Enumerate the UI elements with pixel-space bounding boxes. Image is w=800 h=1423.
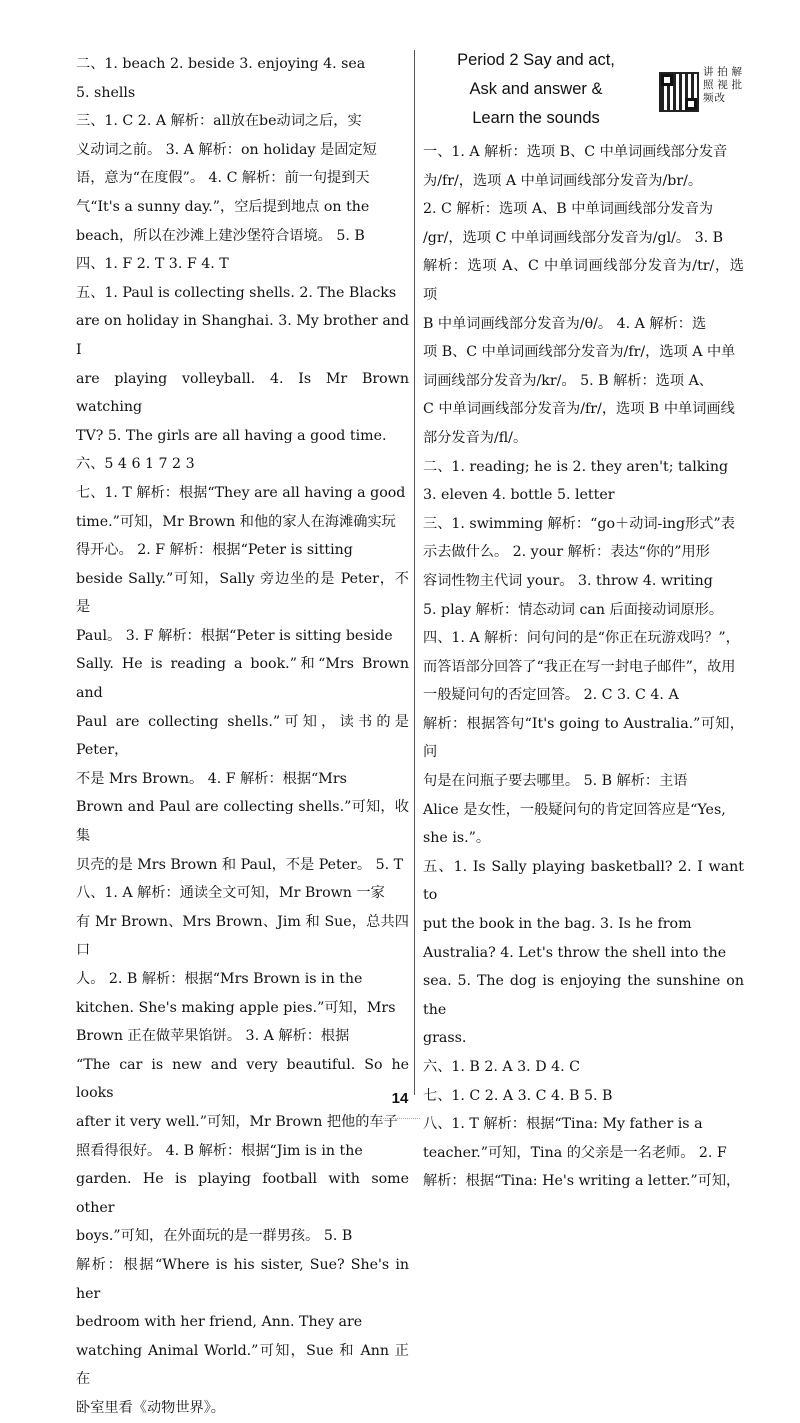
answer-line: after it very well.”可知，Mr Brown 把他的车子 xyxy=(76,1113,398,1130)
period-title-line: Learn the sounds xyxy=(472,109,600,127)
answer-line: Paul。 3. F 解析：根据“Peter is sitting beside xyxy=(76,627,393,644)
page-number: 14 xyxy=(391,1090,409,1107)
answer-line: 六、5 4 6 1 7 2 3 xyxy=(76,456,195,473)
answer-line: grass. xyxy=(423,1030,467,1047)
answer-line: 六、1. B 2. A 3. D 4. C xyxy=(423,1059,580,1075)
answer-line: watching Animal World.”可知，Sue 和 Ann 正在 xyxy=(76,1342,409,1388)
answer-line: 2. C 解析：选项 A、B 中单词画线部分发音为 xyxy=(423,201,714,218)
answer-line: 部分发音为/fl/。 xyxy=(423,429,528,446)
answer-line: 5. shells xyxy=(76,84,136,101)
answer-line: 四、1. A 解析：问句问的是“你正在玩游戏吗？”， xyxy=(423,630,740,647)
answer-line: Paul are collecting shells.”可知，读书的是 Peter， xyxy=(76,713,409,759)
answer-line: Sally. He is reading a book.”和“Mrs Brown and xyxy=(76,656,409,702)
answer-line: /gr/，选项 C 中单词画线部分发音为/gl/。 3. B xyxy=(423,229,724,246)
answer-line: 照看得很好。 4. B 解析：根据“Jim is in the xyxy=(76,1142,363,1159)
answer-line: 解析：根据“Where is his sister, Sue? She's in her xyxy=(76,1256,409,1302)
answer-line: bedroom with her friend, Ann. They are xyxy=(76,1314,363,1331)
answer-line: Brown 正在做苹果馅饼。 3. A 解析：根据 xyxy=(76,1028,350,1045)
answer-line: are on holiday in Shanghai. 3. My brother and I xyxy=(76,313,409,358)
right-column xyxy=(423,50,744,1196)
answer-line: beach，所以在沙滩上建沙堡符合语境。 5. B xyxy=(76,227,365,244)
answer-line: she is.”。 xyxy=(423,830,491,847)
answer-line: 句是在问瓶子要去哪里。 5. B 解析：主语 xyxy=(423,773,688,790)
answer-line: 有 Mr Brown、Mrs Brown、Jim 和 Sue，总共四口 xyxy=(76,913,409,959)
answer-line: TV? 5. The girls are all having a good time. xyxy=(76,427,387,444)
answer-line: 七、1. C 2. A 3. C 4. B 5. B xyxy=(423,1087,613,1104)
answer-line: teacher.”可知，Tina 的父亲是一名老师。 2. F xyxy=(423,1144,727,1161)
answer-line: 为/fr/，选项 A 中单词画线部分发音为/br/。 xyxy=(423,172,703,189)
answer-line: 五、1. Is Sally playing basketball? 2. I want to xyxy=(423,858,744,904)
answer-line: “The car is new and very beautiful. So he looks xyxy=(76,1056,409,1102)
answer-line: 而答语部分回答了“我正在写一封电子邮件”，故用 xyxy=(423,658,736,675)
qr-code-icon[interactable] xyxy=(659,72,699,112)
answer-line: Brown and Paul are collecting shells.”可知，收集 xyxy=(76,799,409,845)
answer-line: 二、1. reading; he is 2. they aren't; talking xyxy=(423,458,729,475)
answer-line: 气“It's a sunny day.”，空后提到地点 on the xyxy=(76,198,370,215)
answer-line: Alice 是女性，一般疑问句的肯定回答应是“Yes, xyxy=(423,801,726,818)
answer-line: 义动词之前。 3. A 解析：on holiday 是固定短 xyxy=(76,141,377,158)
answer-line: 人。 2. B 解析：根据“Mrs Brown is in the xyxy=(76,971,363,987)
answer-line: beside Sally.”可知，Sally 旁边坐的是 Peter，不是 xyxy=(76,570,409,616)
answer-line: 五、1. Paul is collecting shells. 2. The Blacks xyxy=(76,284,397,301)
qr-label: 讲拍解照视批频改 xyxy=(703,66,743,104)
answer-line: sea. 5. The dog is enjoying the sunshine on the xyxy=(423,973,744,1018)
answer-line: 解析：根据“Tina: He's writing a letter.”可知， xyxy=(423,1173,741,1190)
answer-line: 四、1. F 2. T 3. F 4. T xyxy=(76,256,229,273)
answer-line: 卧室里看《动物世界》。 xyxy=(76,1399,225,1416)
answer-line: 不是 Mrs Brown。 4. F 解析：根据“Mrs xyxy=(76,770,347,787)
answer-line: 解析：选项 A、C 中单词画线部分发音为/tr/，选项 xyxy=(423,258,744,303)
period-title-line: Period 2 Say and act, xyxy=(457,51,615,69)
answer-line: 八、1. T 解析：根据“Tina: My father is a xyxy=(423,1116,703,1133)
answer-line: 词画线部分发音为/kr/。 5. B 解析：选项 A、 xyxy=(423,372,713,389)
answer-line: C 中单词画线部分发音为/fr/，选项 B 中单词画线 xyxy=(423,401,735,418)
column-divider xyxy=(414,50,415,1095)
left-column xyxy=(76,50,409,1423)
answer-line: 二、1. beach 2. beside 3. enjoying 4. sea xyxy=(76,56,366,72)
answer-line: boys.”可知，在外面玩的是一群男孩。 5. B xyxy=(76,1228,353,1245)
answer-line: Australia? 4. Let's throw the shell into the xyxy=(423,944,727,961)
answer-line: 解析：根据答句“It's going to Australia.”可知，问 xyxy=(423,715,744,761)
answer-line: 一般疑问句的否定回答。 2. C 3. C 4. A xyxy=(423,687,679,704)
period-title xyxy=(431,46,641,133)
answer-line: 项 B、C 中单词画线部分发音为/fr/，选项 A 中单 xyxy=(423,344,736,361)
answer-line: garden. He is playing football with some other xyxy=(76,1171,409,1216)
answer-line: B 中单词画线部分发音为/θ/。 4. A 解析：选 xyxy=(423,315,707,332)
answer-line: are playing volleyball. 4. Is Mr Brown watching xyxy=(76,370,409,416)
answer-line: put the book in the bag. 3. Is he from xyxy=(423,916,692,933)
answer-line: 三、1. swimming 解析：“go＋动词-ing形式”表 xyxy=(423,515,735,532)
period-header xyxy=(423,46,744,134)
answer-line: 八、1. A 解析：通读全文可知，Mr Brown 一家 xyxy=(76,885,385,902)
answer-line: 3. eleven 4. bottle 5. letter xyxy=(423,487,615,504)
answer-line: 三、1. C 2. A 解析：all放在be动词之后，实 xyxy=(76,113,362,130)
footer-rule xyxy=(380,1118,420,1119)
answer-line: 容词性物主代词 your。 3. throw 4. writing xyxy=(423,572,713,589)
answer-line: 示去做什么。 2. your 解析：表达“你的”用形 xyxy=(423,544,710,561)
period-title-line: Ask and answer & xyxy=(469,80,603,98)
answer-line: time.”可知，Mr Brown 和他的家人在海滩确实玩 xyxy=(76,513,396,530)
answer-line: 一、1. A 解析：选项 B、C 中单词画线部分发音 xyxy=(423,144,728,160)
answer-line: 语，意为“在度假”。 4. C 解析：前一句提到天 xyxy=(76,170,370,187)
answer-line: 贝壳的是 Mrs Brown 和 Paul，不是 Peter。 5. T xyxy=(76,856,404,873)
answer-line: 5. play 解析：情态动词 can 后面接动词原形。 xyxy=(423,601,724,618)
answer-line: 得开心。 2. F 解析：根据“Peter is sitting xyxy=(76,542,353,559)
answer-line: 七、1. T 解析：根据“They are all having a good xyxy=(76,484,406,501)
answer-line: kitchen. She's making apple pies.”可知，Mrs xyxy=(76,999,396,1016)
